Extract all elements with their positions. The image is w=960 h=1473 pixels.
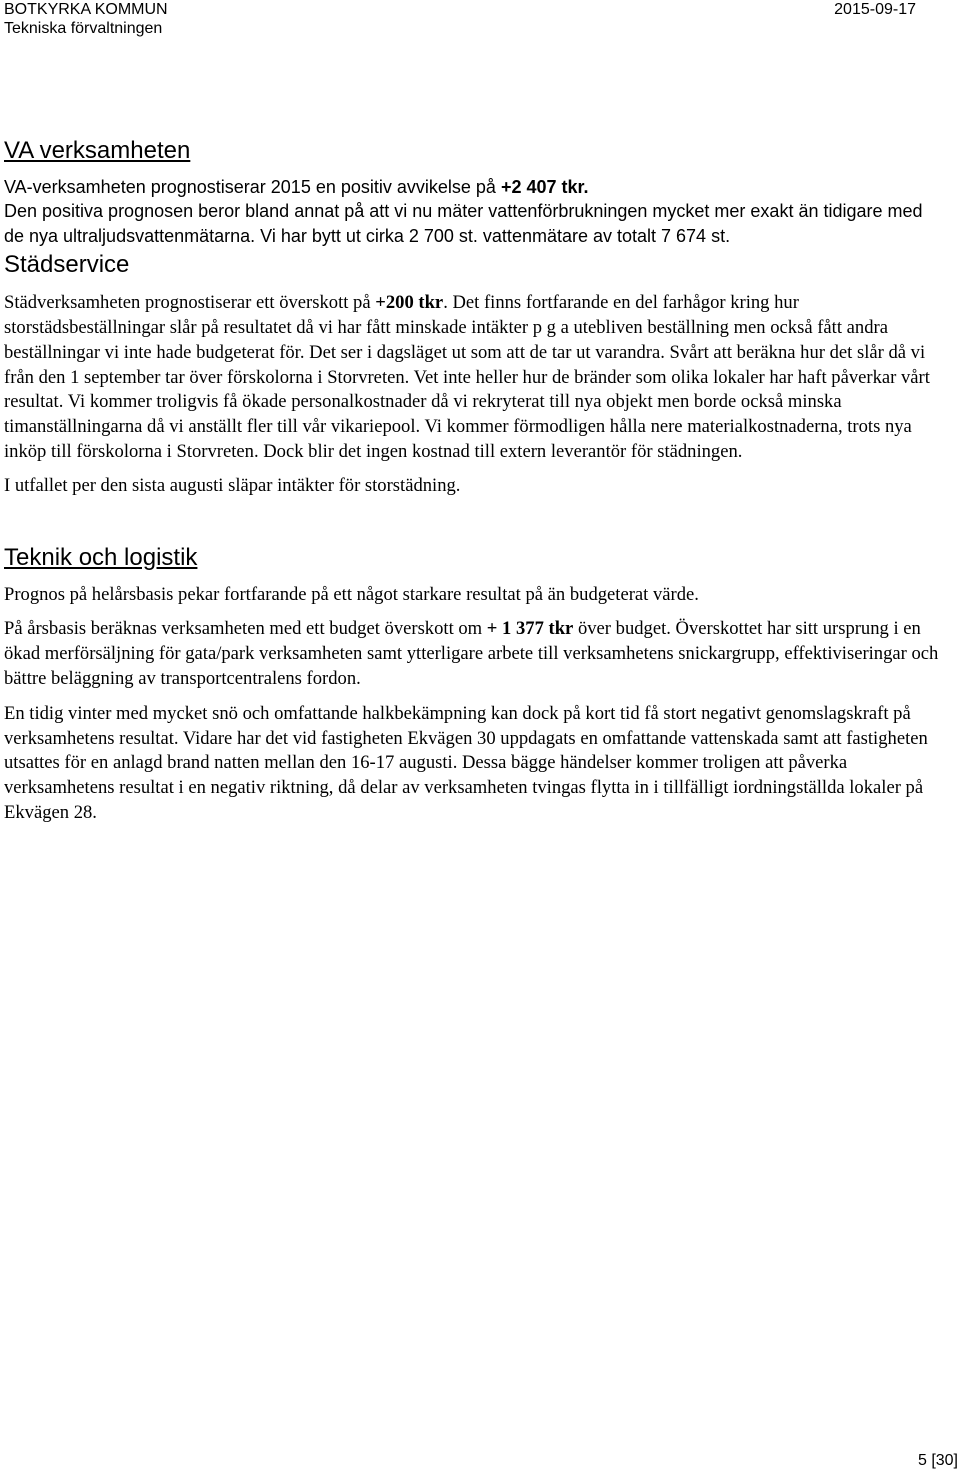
stad-prognos-amount: +200 tkr [375, 292, 444, 314]
paragraph-va-prognos [4, 175, 944, 199]
paragraph-va-detail: Den positiva prognosen beror bland annat på att vi nu mäter vattenförbrukningen mycket mer exakt än tidigare med de nya ultraljudsvattenmätarna. Vi har bytt ut cirka 2 700 st. vattenmätare av totalt 7 674 st. [4, 201, 923, 246]
heading-teknik-och-logistik: Teknik och logistik [4, 543, 198, 571]
paragraph-teknik-risker: En tidig vinter med mycket snö och omfattande halkbekämpning kan dock på kort tid få stort negativt genomslagskraft på verksamhetens resultat. Vidare har det vid fastigheten Ekvägen 30 uppdagats en omfattande vattenskada samt att fastigheten utsattes för en anlagd brand natten mellan den 16-17 augusti. Dessa bägge händelser kommer troligen att påverka verksamhetens resultat i en negativ riktning, då delar av verksamheten tvingas flytta in i tillfälligt iordningställda lokaler på Ekvägen 28. [4, 702, 928, 823]
heading-va-verksamheten: VA verksamheten [4, 137, 191, 164]
page-header [4, 0, 168, 38]
stad-prognos-text: Städverksamheten prognostiserar ett överskott på [4, 292, 376, 314]
teknik-budget-amount: + 1 377 tkr [486, 618, 574, 640]
paragraph-teknik-budget [4, 617, 944, 691]
teknik-budget-text: På årsbasis beräknas verksamheten med ett budget överskott om [4, 618, 487, 640]
section-va [4, 137, 944, 248]
section-teknik-logistik [4, 544, 944, 826]
page-number: 5 [30] [917, 1452, 958, 1469]
paragraph-stad-prognos [4, 291, 944, 465]
paragraph-teknik-prognos: Prognos på helårsbasis pekar fortfarande på ett något starkare resultat på än budgeterat värde. [4, 583, 699, 605]
va-prognos-text: VA-verksamheten prognostiserar 2015 en positiv avvikelse på [4, 177, 501, 197]
paragraph-stad-utfall: I utfallet per den sista augusti släpar intäkter för storstädning. [4, 474, 461, 496]
heading-stadservice: Städservice [4, 251, 130, 279]
department-name: Tekniska förvaltningen [4, 20, 163, 37]
header-date: 2015-09-17 [834, 1, 916, 18]
document-body [4, 137, 944, 826]
teknik-budget-detail: över budget. Överskottet har sitt ursprung i en ökad merförsäljning för gata/park verksamheten samt ytterligare arbete till verksamhetens snickargrupp, effektiviseringar och bättre beläggning av transportcentralens fordon. [4, 618, 939, 689]
section-stadservice [4, 251, 944, 498]
va-prognos-amount: +2 407 tkr. [500, 177, 589, 197]
stad-prognos-detail: . Det finns fortfarande en del farhågor kring hur storstädsbeställningar slår på resultatet då vi har fått minskade intäkter p g a utebliven beställning men också fått andra beställningar vi inte hade budgeterat för. Det ser i dagsläget ut som att de tar ut varandra. Svårt att beräkna hur det slår då vi från den 1 september tar över förskolorna i Storvreten. Vet inte heller hur de bränder som olika lokaler har haft påverkar vårt resultat. Vi kommer troligvis få ökade personalkostnader då vi rekryterat till nya objekt men borde också minska timanställningarna då vi anställt fler till vår vikariepool. Vi kommer förmodligen hålla nere materialkostnaderna, trots nya inköp till förskolorna i Storvreten. Dock blir det ingen kostnad till extern leverantör för städningen. [4, 292, 930, 462]
org-name: BOTKYRKA KOMMUN [4, 1, 168, 18]
